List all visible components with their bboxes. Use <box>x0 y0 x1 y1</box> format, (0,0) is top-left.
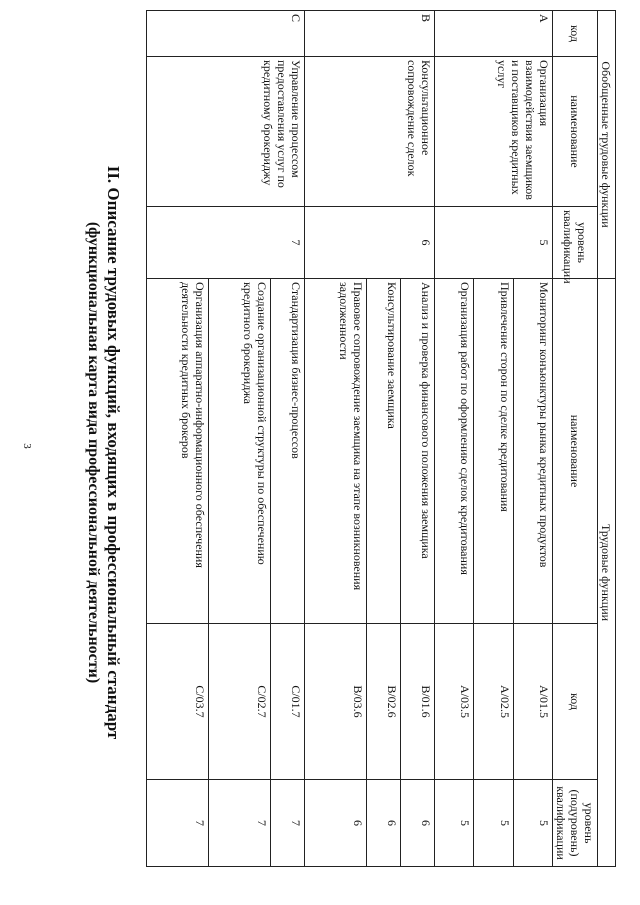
group-code: B <box>305 11 435 57</box>
table-row <box>401 11 435 867</box>
function-code: A/03.5 <box>435 624 474 780</box>
function-name: Стандартизация бизнес-процессов <box>271 279 305 624</box>
function-level: 7 <box>209 780 271 867</box>
function-name: Организация аппаратно-информационного обеспечения деятельности кредитных брокеров <box>147 279 209 624</box>
function-code: B/03.6 <box>305 624 367 780</box>
header-name: наименование <box>553 57 598 207</box>
function-name: Организация работ по оформлению сделок кредитования <box>435 279 474 624</box>
functional-map-table-wrapper <box>146 10 616 866</box>
function-name: Создание организационной структуры по обеспечению кредитного брокериджа <box>209 279 271 624</box>
function-code: C/02.7 <box>209 624 271 780</box>
header-code: код <box>553 11 598 57</box>
group-level: 6 <box>305 207 435 279</box>
page-number: 3 <box>20 443 33 449</box>
function-level: 6 <box>305 780 367 867</box>
header-labor-functions: Трудовые функции <box>598 279 616 867</box>
group-code: A <box>435 11 553 57</box>
header-function-name: наименование <box>553 279 598 624</box>
function-level: 5 <box>513 780 552 867</box>
table-row <box>271 11 305 867</box>
function-name: Мониторинг конъюнктуры рынка кредитных продуктов <box>513 279 552 624</box>
header-qualification-level: уровень квалификации <box>553 207 598 279</box>
function-code: A/02.5 <box>474 624 513 780</box>
group-level: 5 <box>435 207 553 279</box>
function-code: C/01.7 <box>271 624 305 780</box>
function-level: 6 <box>367 780 401 867</box>
title-line-1: II. Описание трудовых функций, входящих в профессиональный стандарт <box>104 165 123 740</box>
function-code: B/02.6 <box>367 624 401 780</box>
header-function-code: код <box>553 624 598 780</box>
function-code: B/01.6 <box>401 624 435 780</box>
function-level: 7 <box>271 780 305 867</box>
function-code: A/01.5 <box>513 624 552 780</box>
function-name: Правовое сопровождение заемщика на этапе возникновения задолженности <box>305 279 367 624</box>
function-level: 7 <box>147 780 209 867</box>
group-code: C <box>147 11 305 57</box>
header-function-level: уровень (подуровень) квалификации <box>553 780 598 867</box>
function-level: 5 <box>474 780 513 867</box>
function-name: Консультирование заемщика <box>367 279 401 624</box>
functional-map-table <box>146 10 616 867</box>
group-name: Консультационное сопровождение сделок <box>305 57 435 207</box>
function-code: C/03.7 <box>147 624 209 780</box>
title-line-2: (функциональная карта вида профессиональной деятельности) <box>85 221 102 684</box>
section-title <box>83 0 124 905</box>
table-row <box>513 11 552 867</box>
function-level: 6 <box>401 780 435 867</box>
function-level: 5 <box>435 780 474 867</box>
group-name: Организация взаимодействия заемщиков и поставщиков кредитных услуг <box>435 57 553 207</box>
function-name: Анализ и проверка финансового положения заемщика <box>401 279 435 624</box>
function-name: Привлечение сторон по сделке кредитования <box>474 279 513 624</box>
group-name: Управление процессом предоставления услуг по кредитному брокериджу <box>147 57 305 207</box>
group-level: 7 <box>147 207 305 279</box>
header-generalized-functions: Обобщенные трудовые функции <box>598 11 616 279</box>
